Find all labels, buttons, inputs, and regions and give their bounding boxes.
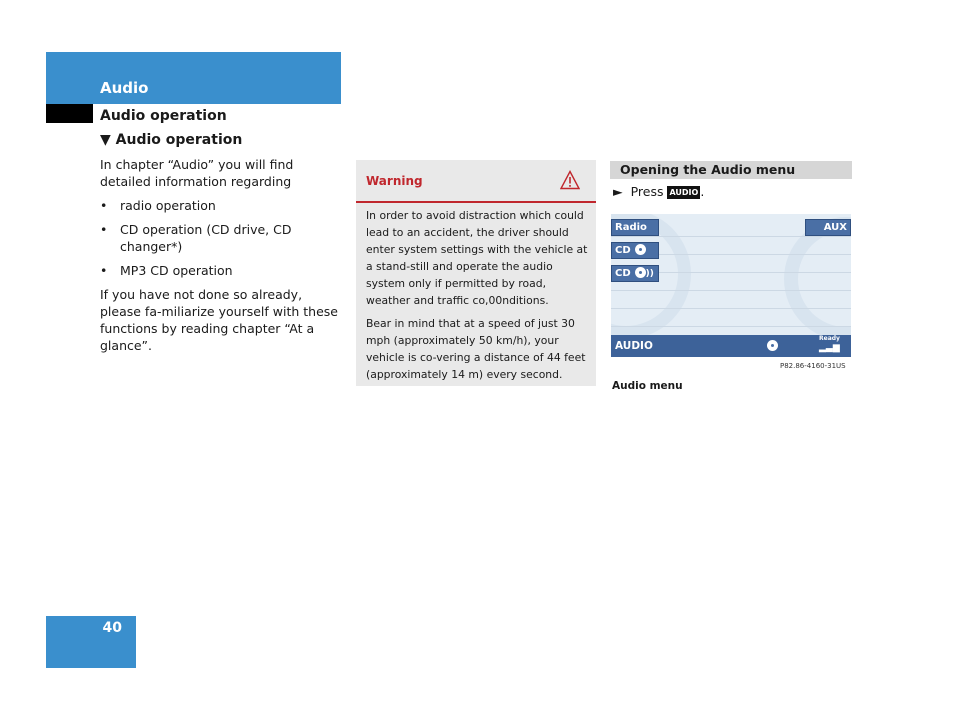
audio-screen <box>611 214 851 357</box>
warning-box <box>356 160 596 386</box>
screen-status-bar <box>611 335 851 357</box>
bullet-item: • radio operation <box>100 198 216 213</box>
arrow-icon: ► <box>613 184 623 199</box>
section-subtitle: Audio operation <box>100 108 227 124</box>
warning-heading: Warning <box>366 174 423 188</box>
section-title-text: Audio operation <box>115 132 243 148</box>
bullet-item: • CD operation (CD drive, CD changer*) <box>100 222 292 254</box>
radio-button[interactable]: Radio <box>611 219 659 236</box>
bullet-item: • MP3 CD operation <box>100 263 233 278</box>
warning-para: In order to avoid distraction which could lead to an accident, the driver should enter system settings with the vehicle at a stand-still and operate the audio system only if permitted by road, weather and traffic co,00nditions. <box>366 209 588 307</box>
audio-label: AUDIO <box>615 340 653 352</box>
cd-changer-button[interactable]: CD )) <box>611 265 659 282</box>
warning-body <box>366 207 590 389</box>
page-number-box <box>46 616 136 668</box>
header-marker <box>46 104 93 123</box>
cd-drive-button[interactable]: CD <box>611 242 659 259</box>
section-marker-icon: ▼ <box>100 132 111 148</box>
cd-changer-icon <box>635 267 646 278</box>
opening-heading: Opening the Audio menu <box>620 162 796 177</box>
disc-status-icon <box>767 340 778 351</box>
cd-icon <box>635 244 646 255</box>
warning-triangle-icon <box>560 170 580 190</box>
aux-button[interactable]: AUX <box>805 219 851 236</box>
warning-rule <box>356 201 596 203</box>
closing-text: If you have not done so already, please fa-miliarize yourself with these functions by reading chapter “At a glance”. <box>100 287 338 353</box>
page-number: 40 <box>102 620 122 636</box>
figure-code: P82.86-4160-31US <box>780 362 846 370</box>
left-column <box>100 156 345 361</box>
ready-status: Ready <box>819 335 840 342</box>
press-label: Press <box>630 184 664 199</box>
figure-caption: Audio menu <box>612 380 683 392</box>
signal-icon: ▂▃▆ <box>819 343 840 353</box>
press-instruction: ► Press AUDIO . <box>613 184 705 199</box>
section-title <box>100 132 242 148</box>
warning-para: Bear in mind that at a speed of just 30 mph (approximately 50 km/h), your vehicle is co-vering a distance of 44 feet (approximately 14 m) every second. <box>366 317 586 381</box>
header-bar <box>46 52 341 104</box>
chapter-title: Audio <box>100 79 149 97</box>
audio-key-icon: AUDIO <box>669 188 699 197</box>
opening-heading-bar <box>610 161 852 179</box>
intro-text: In chapter “Audio” you will find detailed information regarding <box>100 157 294 189</box>
